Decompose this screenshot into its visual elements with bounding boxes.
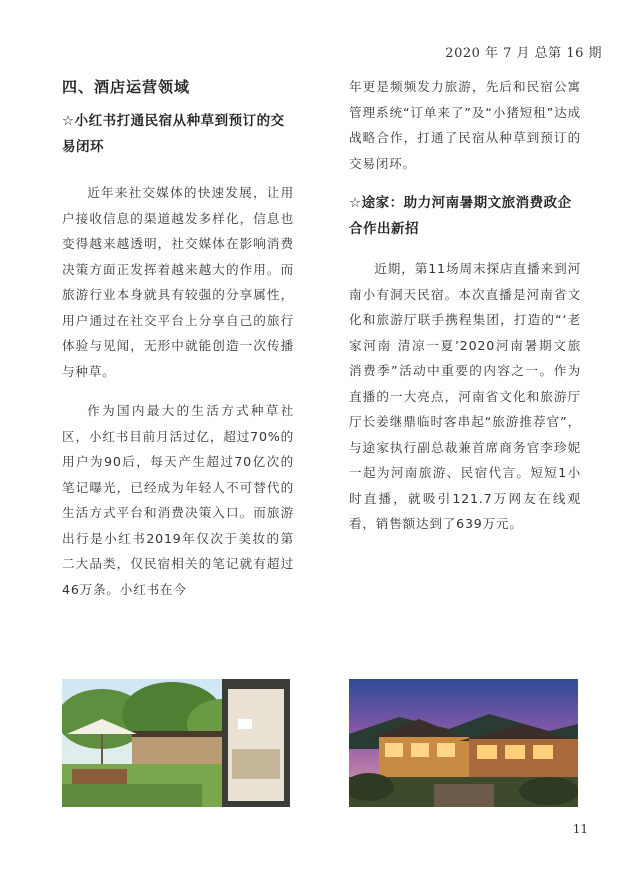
left-column (62, 74, 294, 602)
issue-header: 2020 年 7 月 总第 16 期 (445, 46, 602, 61)
paragraph-continued: 年更是频频发力旅游，先后和民宿公寓管理系统“订单来了”及“小猪短租”达成战略合作，打通了民宿从种草到预订的交易闭环。 (349, 79, 581, 171)
right-column (349, 74, 581, 537)
page-number: 11 (572, 822, 588, 836)
paragraph-xiaohongshu: 作为国内最大的生活方式种草社区，小红书目前月活过亿，超过70%的用户为90后，每天产生超过70亿次的笔记曝光，已经成为年轻人不可替代的生活方式平台和消费决策入口。而旅游出行是小红书2019年仅次于美妆的第二大品类，仅民宿相关的笔记就有超过46万条。小红书在今 (62, 403, 294, 597)
paragraph-social-media: 近年来社交媒体的快速发展，让用户接收信息的渠道越发多样化，信息也变得越来越透明，社交媒体在影响消费决策方面正发挥着越来越大的作用。而旅游行业本身就具有较强的分享属性，用户通过在社交平台上分享自己的旅行体验与见闻，无形中就能创造一次传播与种草。 (62, 185, 294, 379)
paragraph-tujia: 近期，第11场周末探店直播来到河南小有洞天民宿。本次直播是河南省文化和旅游厅联手携程集团，打造的“‘老家河南 清凉一夏’2020河南暑期文旅消费季”活动中重要的内容之一。作为直播的一大亮点，河南省文化和旅游厅厅长姜继鼎临时客串起“旅游推荐官”，与途家执行副总裁兼首席商务官李珍妮一起为河南旅游、民宿代言。短短1小时直播，就吸引121.7万网友在线观看，销售额达到了639万元。 (349, 261, 581, 531)
subtitle-xiaohongshu: ☆小红书打通民宿从种草到预订的交易闭环 (62, 113, 285, 155)
section-title: 四、酒店运营领域 (62, 78, 191, 96)
homestay-dusk-photo (349, 679, 578, 807)
homestay-garden-photo (62, 679, 290, 807)
subtitle-tujia: ☆途家：助力河南暑期文旅消费政企合作出新招 (349, 195, 572, 237)
